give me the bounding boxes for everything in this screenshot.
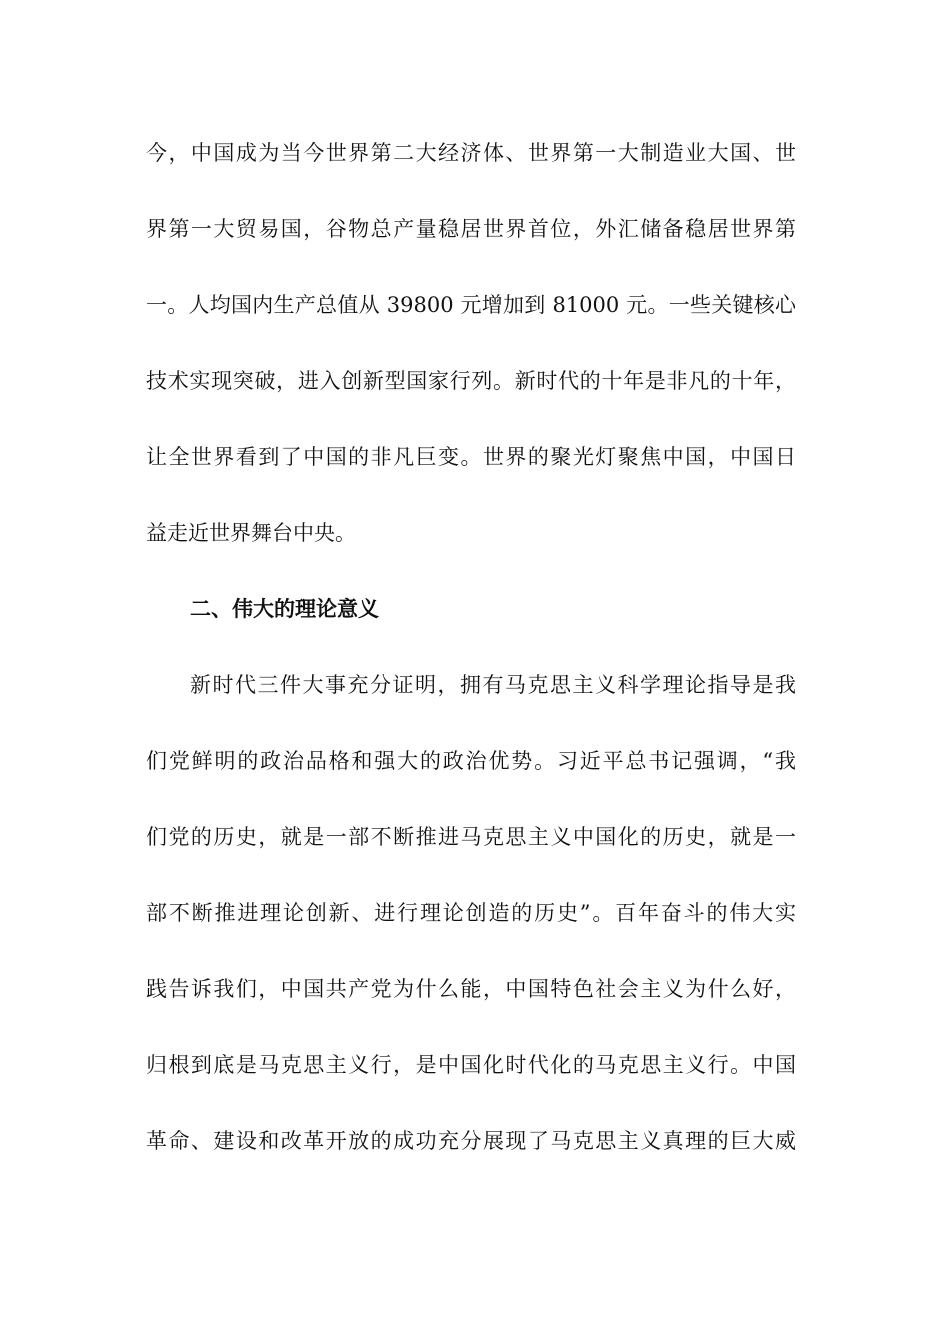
paragraph-line: 革命、建设和改革开放的成功充分展现了马克思主义真理的巨大威 (146, 1129, 796, 1153)
paragraph-line: 一。人均国内生产总值从 39800 元增加到 81000 元。一些关键核心 (146, 293, 796, 317)
section-heading: 二、伟大的理论意义 (190, 597, 379, 621)
paragraph-economic-achievements (146, 127, 796, 560)
paragraph-line: 益走近世界舞台中央。 (146, 521, 356, 545)
paragraph-line: 界第一大贸易国，谷物总产量稳居世界首位，外汇储备稳居世界第 (146, 217, 796, 241)
paragraph-line: 们党鲜明的政治品格和强大的政治优势。习近平总书记强调，“我 (146, 749, 796, 773)
paragraph-line: 技术实现突破，进入创新型国家行列。新时代的十年是非凡的十年， (146, 369, 796, 393)
paragraph-line: 践告诉我们，中国共产党为什么能，中国特色社会主义为什么好， (146, 977, 796, 1001)
paragraph-theoretical-significance (146, 659, 796, 1168)
paragraph-line: 部不断推进理论创新、进行理论创造的历史”。百年奋斗的伟大实 (146, 901, 796, 925)
paragraph-line: 新时代三件大事充分证明，拥有马克思主义科学理论指导是我 (190, 673, 796, 697)
paragraph-line: 今，中国成为当今世界第二大经济体、世界第一大制造业大国、世 (146, 141, 796, 165)
paragraph-line: 们党的历史，就是一部不断推进马克思主义中国化的历史，就是一 (146, 825, 796, 849)
paragraph-line: 让全世界看到了中国的非凡巨变。世界的聚光灯聚焦中国，中国日 (146, 445, 796, 469)
paragraph-line: 归根到底是马克思主义行，是中国化时代化的马克思主义行。中国 (146, 1053, 796, 1077)
document-body (146, 127, 796, 1191)
